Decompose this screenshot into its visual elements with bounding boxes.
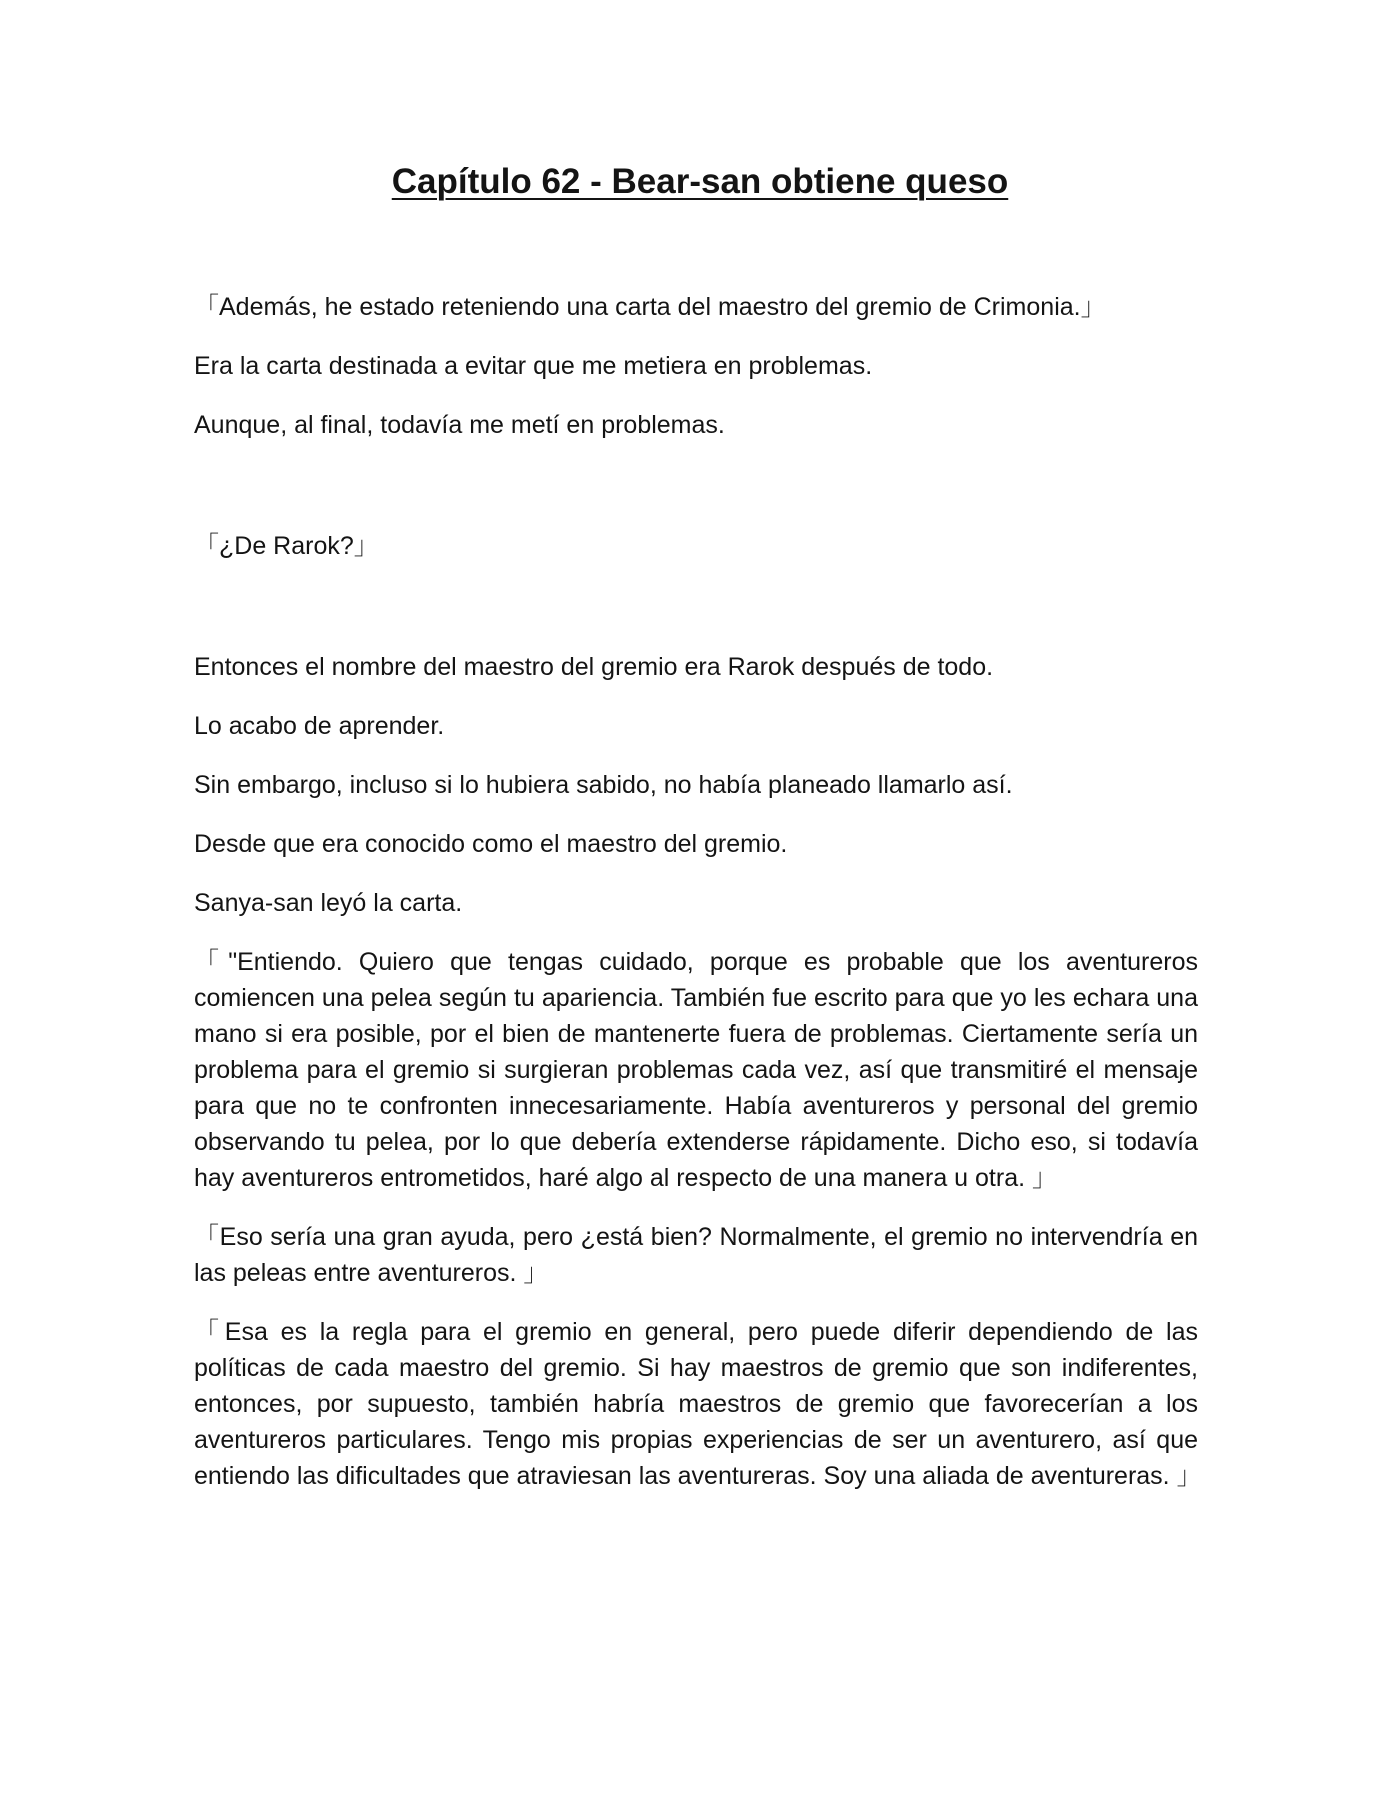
paragraph: Sanya-san leyó la carta. [194,889,463,917]
paragraph: 「Además, he estado reteniendo una carta del maestro del gremio de Crimonia.」 [194,293,1106,321]
paragraph: Aunque, al final, todavía me metí en problemas. [194,411,725,439]
paragraph: Entonces el nombre del maestro del gremio era Rarok después de todo. [194,653,994,681]
paragraph: 「"Entiendo. Quiero que tengas cuidado, porque es probable que los aventureros comiencen una pelea según tu apariencia. También fue escrito para que yo les echara una mano si era posible, por el bien de mantenerte fuera de problemas. Ciertamente sería un problema para el gremio si surgieran problemas cada vez, así que transmitiré el mensaje para que no te confronten innecesariamente. Había aventureros y personal del gremio observando tu pelea, por lo que debería extenderse rápidamente. Dicho eso, si todavía hay aventureros entrometidos, haré algo al respecto de una manera u otra. 」 [194,948,1198,1192]
paragraph: 「¿De Rarok?」 [194,532,379,560]
paragraph: Lo acabo de aprender. [194,712,445,740]
paragraph: Desde que era conocido como el maestro del gremio. [194,830,788,858]
document-body [194,289,1202,1517]
chapter-title: Capítulo 62 - Bear-san obtiene queso [391,162,1009,201]
paragraph-spacer [194,466,1198,528]
paragraph-spacer [194,587,1198,649]
paragraph: 「Esa es la regla para el gremio en general, pero puede diferir dependiendo de las políticas de cada maestro del gremio. Si hay maestros de gremio que son indiferentes, entonces, por supuesto, también habría maestros de gremio que favorecerían a los aventureros particulares. Tengo mis propias experiencias de ser un aventurero, así que entiendo las dificultades que atraviesan las aventureras. Soy una aliada de aventureras. 」 [194,1318,1202,1490]
paragraph: Era la carta destinada a evitar que me metiera en problemas. [194,352,873,380]
paragraph: Sin embargo, incluso si lo hubiera sabido, no había planeado llamarlo así. [194,771,1013,799]
paragraph: 「Eso sería una gran ayuda, pero ¿está bien? Normalmente, el gremio no intervendría en las peleas entre aventureros. 」 [194,1223,1198,1287]
